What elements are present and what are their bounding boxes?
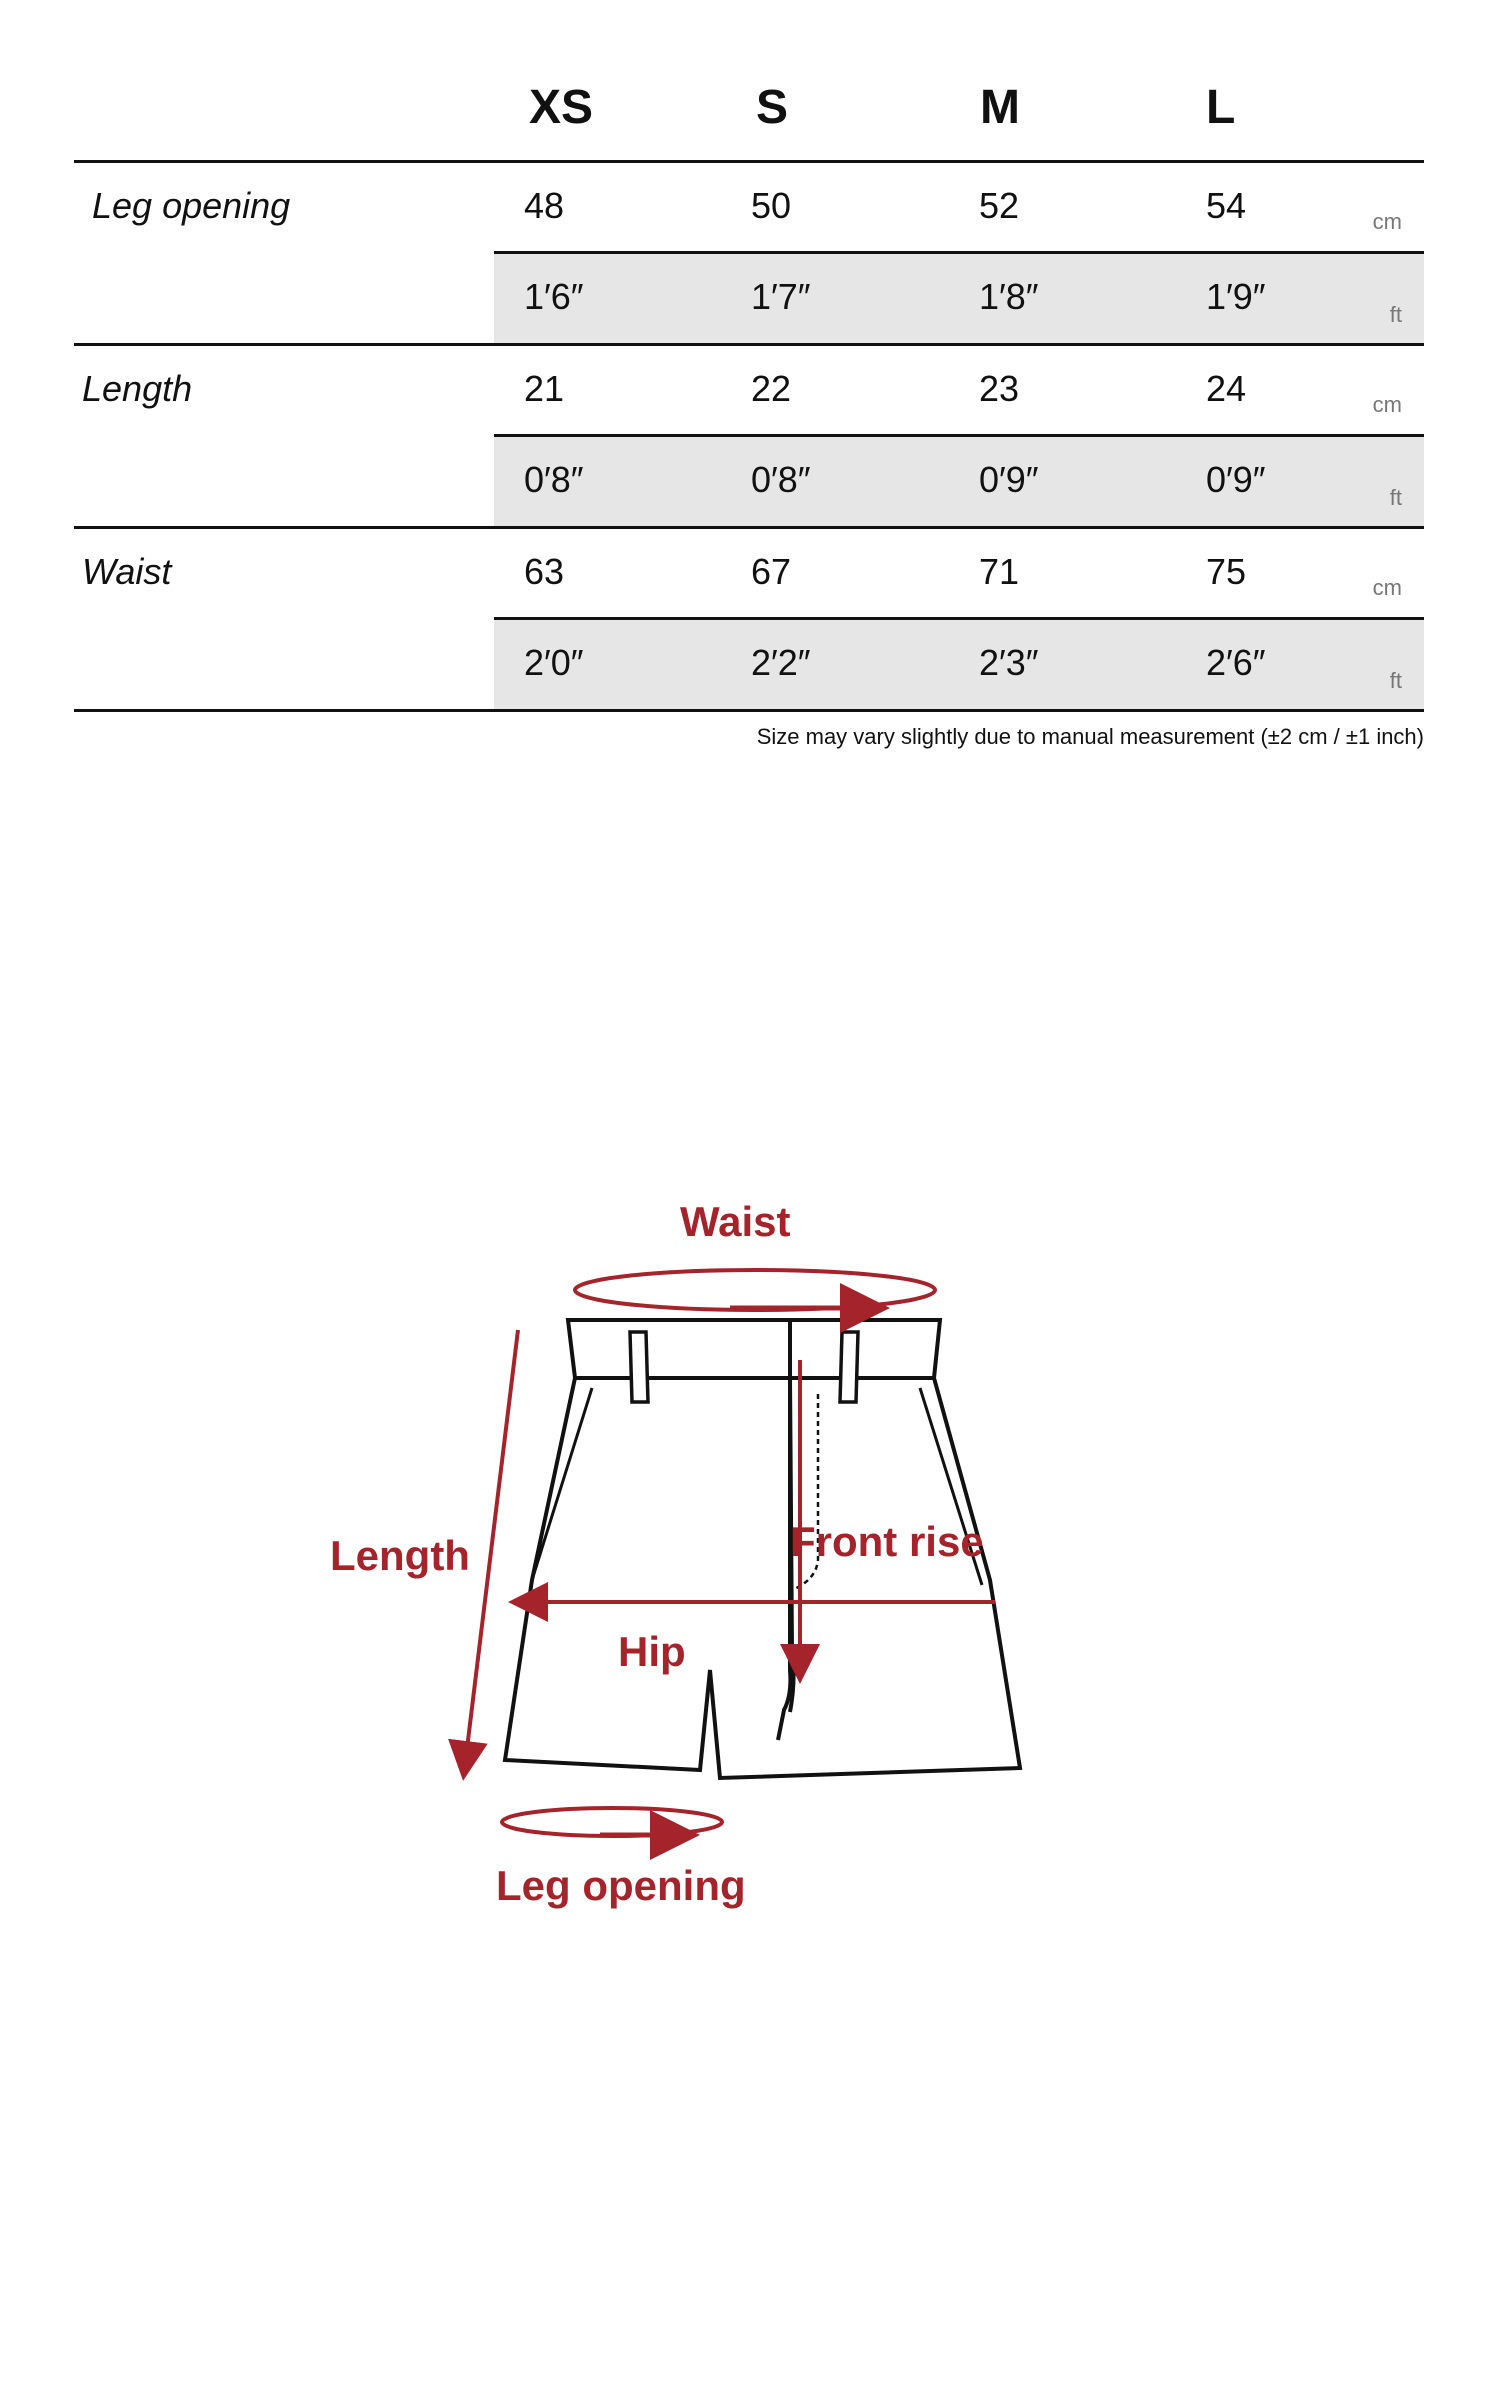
measure-label: Waist	[82, 551, 172, 592]
cell-value: 2′6″	[1206, 642, 1266, 683]
measurement-note: Size may vary slightly due to manual measurement (±2 cm / ±1 inch)	[756, 724, 1424, 749]
row-cm	[494, 529, 1424, 620]
label-front-rise: Front rise	[790, 1518, 984, 1565]
cell-value: 48	[524, 185, 565, 226]
cell-value: 54	[1206, 185, 1247, 226]
size-header-xs: XS	[529, 81, 594, 134]
row-ft	[494, 254, 1424, 343]
cell-value: 2′0″	[524, 642, 584, 683]
label-waist: Waist	[680, 1198, 791, 1245]
unit-ft: ft	[1389, 485, 1402, 510]
cell-value: 67	[751, 551, 792, 592]
unit-cm: cm	[1372, 392, 1402, 417]
size-header-row	[74, 60, 1424, 163]
cell-value: 1′8″	[979, 276, 1039, 317]
cell-value: 1′7″	[751, 276, 811, 317]
label-length: Length	[330, 1532, 470, 1579]
row-ft	[494, 437, 1424, 526]
cell-value: 24	[1206, 368, 1247, 409]
shorts-waistband	[568, 1320, 940, 1378]
cell-value: 71	[979, 551, 1020, 592]
measure-block-leg-opening	[74, 163, 1424, 346]
measure-block-waist	[74, 529, 1424, 712]
cell-value: 0′8″	[524, 459, 584, 500]
cell-value: 1′6″	[524, 276, 584, 317]
cell-value: 75	[1206, 551, 1247, 592]
unit-ft: ft	[1389, 668, 1402, 693]
shorts-diagram	[300, 1180, 1060, 1920]
label-leg-opening: Leg opening	[496, 1862, 746, 1909]
cell-value: 0′9″	[1206, 459, 1266, 500]
measure-label: Leg opening	[92, 185, 291, 226]
waist-ellipse	[575, 1270, 935, 1310]
measure-block-length	[74, 346, 1424, 529]
measure-label: Length	[82, 368, 193, 409]
size-chart-table	[74, 60, 1424, 712]
size-header-s: S	[756, 81, 789, 134]
cell-value: 63	[524, 551, 565, 592]
unit-ft: ft	[1389, 302, 1402, 327]
cell-value: 2′3″	[979, 642, 1039, 683]
unit-cm: cm	[1372, 575, 1402, 600]
cell-value: 0′8″	[751, 459, 811, 500]
cell-value: 21	[524, 368, 565, 409]
row-cm	[494, 346, 1424, 437]
row-ft	[494, 620, 1424, 709]
size-header-l: L	[1206, 81, 1236, 134]
leg-opening-ellipse	[502, 1808, 722, 1836]
unit-cm: cm	[1372, 209, 1402, 234]
length-arrow	[465, 1330, 518, 1765]
label-hip: Hip	[618, 1628, 686, 1675]
shorts-body	[505, 1378, 1020, 1778]
row-cm	[494, 163, 1424, 254]
size-header-m: M	[980, 81, 1020, 134]
cell-value: 0′9″	[979, 459, 1039, 500]
cell-value: 22	[751, 368, 792, 409]
cell-value: 23	[979, 368, 1020, 409]
cell-value: 2′2″	[751, 642, 811, 683]
cell-value: 50	[751, 185, 792, 226]
cell-value: 1′9″	[1206, 276, 1266, 317]
cell-value: 52	[979, 185, 1020, 226]
